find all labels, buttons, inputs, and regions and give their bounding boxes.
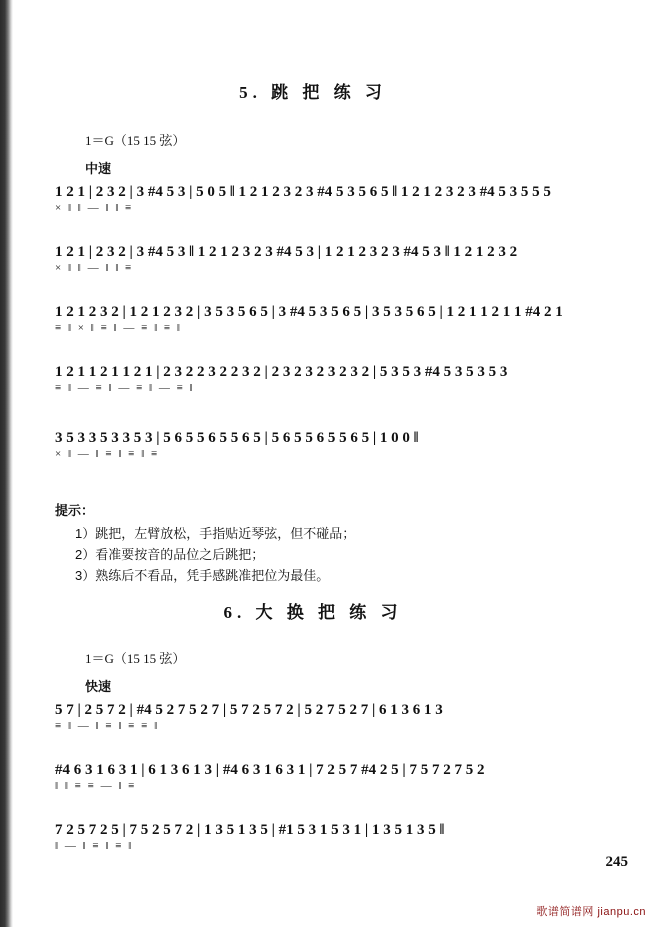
staff-row [55,820,615,862]
hint-item: 2）看准要按音的品位之后跳把； [75,547,265,562]
hints-heading: 提示： [55,503,95,518]
staff-notes: 3 5 3 3 5 3 3 5 3 | 5 6 5 5 6 5 5 6 5 | 5 6 5 5 6 5 5 6 5 | 1 0 0 ‖ [55,430,419,446]
key-signature-5 [85,130,185,149]
staff-fingering: ‖ ‖ ≡ ≡ — ‖ ≡ [55,780,137,792]
staff-fingering: ≡ ‖ × ‖ ≡ ‖ — ≡ ‖ ≡ ‖ [55,322,182,334]
staff-fingering: × ‖ — ‖ ≡ ‖ ≡ ‖ ≡ [55,448,160,460]
staff-row [55,302,615,344]
staff-notes: 1 2 1 2 3 2 | 1 2 1 2 3 2 | 3 5 3 5 6 5 | 3 #4 5 3 5 6 5 | 3 5 3 5 6 5 | 1 2 1 1 2 1 1 #4 2 1 [55,304,563,320]
staff-notes: 5 7 | 2 5 7 2 | #4 5 2 7 5 2 7 | 5 7 2 5 7 2 | 5 2 7 5 2 7 | 6 1 3 6 1 3 [55,702,443,718]
page-scan-edge [0,0,13,927]
section-title-5: 5. 跳 把 练 习 [239,83,387,102]
hint-item: 1）跳把，左臂放松，手指贴近琴弦，但不碰品； [75,526,356,541]
staff-notes: 1 2 1 | 2 3 2 | 3 #4 5 3 | 5 0 5 ‖ 1 2 1 2 3 2 3 #4 5 3 5 6 5 ‖ 1 2 1 2 3 2 3 #4 5 3 5 5 5 [55,184,551,200]
staff-fingering: ‖ — ‖ ≡ ‖ ≡ ‖ [55,840,134,852]
staff-row [55,700,615,742]
tempo-marking-6: 快速 [85,679,112,694]
staff-row [55,760,615,802]
staff-row [55,428,615,470]
staff-notes: 7 2 5 7 2 5 | 7 5 2 5 7 2 | 1 3 5 1 3 5 | #1 5 3 1 5 3 1 | 1 3 5 1 3 5 ‖ [55,822,445,838]
staff-fingering: × ‖ ‖ — ‖ ‖ ≡ [55,202,134,214]
staff-fingering: × ‖ ‖ — ‖ ‖ ≡ [55,262,134,274]
key-strings-6: （15 15 弦） [113,651,186,666]
staff-notes: 1 2 1 | 2 3 2 | 3 #4 5 3 ‖ 1 2 1 2 3 2 3 #4 5 3 | 1 2 1 2 3 2 3 #4 5 3 ‖ 1 2 1 2 3 2 [55,244,518,260]
staff-notes: 1 2 1 1 2 1 1 2 1 | 2 3 2 2 3 2 2 3 2 | 2 3 2 3 2 3 2 3 2 | 5 3 5 3 #4 5 3 5 3 5 3 [55,364,508,380]
key-prefix-6: 1＝G [85,651,114,666]
page-content [13,0,656,927]
tempo-marking-5: 中速 [85,161,112,176]
staff-fingering: ≡ ‖ — ‖ ≡ ‖ ≡ ≡ ‖ [55,720,160,732]
staff-row [55,242,615,284]
key-signature-6 [85,648,185,667]
site-watermark: 歌谱简谱网 jianpu.cn [536,906,646,918]
staff-row [55,362,615,404]
staff-row [55,182,615,224]
page-number: 245 [605,854,628,870]
staff-fingering: ≡ ‖ — ≡ ‖ — ≡ ‖ — ≡ ‖ [55,382,195,394]
key-prefix-5: 1＝G [85,133,114,148]
key-strings-5: （15 15 弦） [113,133,186,148]
staff-notes: #4 6 3 1 6 3 1 | 6 1 3 6 1 3 | #4 6 3 1 6 3 1 | 7 2 5 7 #4 2 5 | 7 5 7 2 7 5 2 [55,762,485,778]
section-title-6: 6. 大 换 把 练 习 [223,603,403,622]
hint-item: 3）熟练后不看品，凭手感跳准把位为最佳。 [75,568,330,583]
